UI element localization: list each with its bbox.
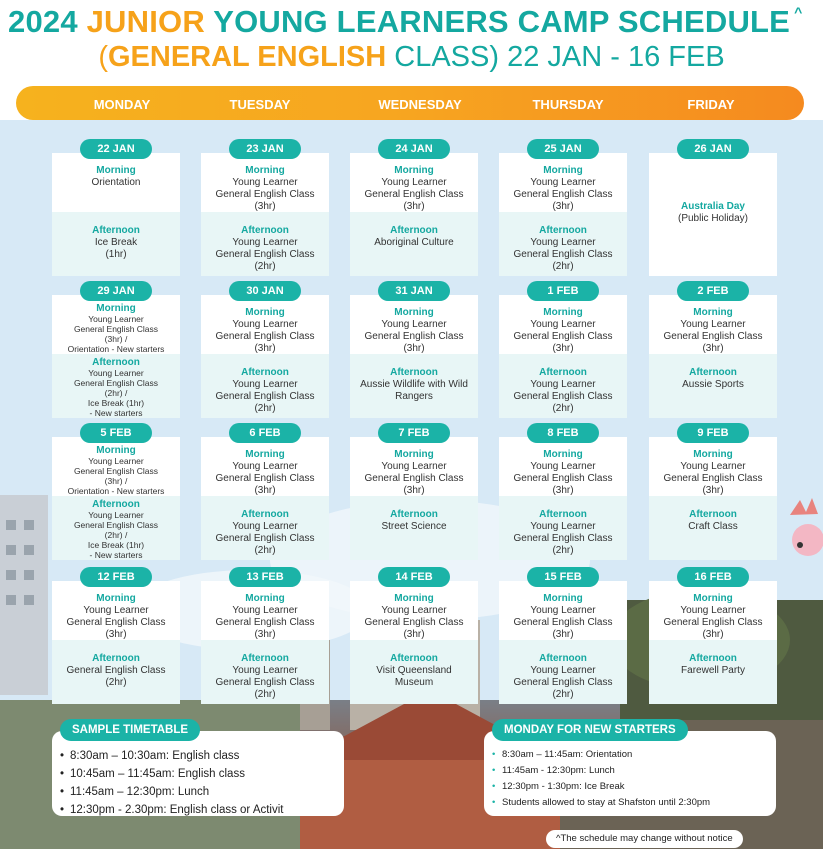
morning-block <box>649 307 777 355</box>
morning-label: Morning <box>96 165 136 176</box>
afternoon-block <box>350 367 478 403</box>
morning-activity: Young Learner General English Class (3hr) <box>513 177 613 212</box>
date-badge: 2 FEB <box>677 281 749 301</box>
morning-label: Morning <box>543 307 583 318</box>
afternoon-label: Afternoon <box>689 653 737 664</box>
afternoon-label: Afternoon <box>539 367 587 378</box>
afternoon-block <box>649 653 777 677</box>
morning-activity: Young Learner General English Class (3hr) <box>215 461 315 496</box>
morning-activity: Young Learner General English Class (3hr) <box>513 319 613 354</box>
morning-block <box>52 593 180 641</box>
schedule-day-cell <box>649 571 777 704</box>
date-badge: 24 JAN <box>378 139 450 159</box>
date-badge: 14 FEB <box>378 567 450 587</box>
weekday-header-bar <box>16 86 804 120</box>
date-badge: 7 FEB <box>378 423 450 443</box>
date-badge: 13 FEB <box>229 567 301 587</box>
afternoon-activity: Young Learner General English Class (2hr) <box>513 521 613 556</box>
sample-timetable-list <box>60 747 284 819</box>
afternoon-activity: Street Science <box>381 521 447 532</box>
afternoon-block <box>350 225 478 249</box>
afternoon-activity: Young Learner General English Class (2hr) <box>215 521 315 556</box>
morning-block <box>52 165 180 189</box>
afternoon-activity: Ice Break (1hr) <box>94 237 138 260</box>
schedule-day-cell <box>201 427 329 560</box>
schedule-day-cell <box>350 427 478 560</box>
morning-block <box>201 165 329 213</box>
afternoon-label: Afternoon <box>539 653 587 664</box>
holiday-label: Australia Day <box>681 201 745 212</box>
day-thursday: THURSDAY <box>532 97 604 112</box>
morning-label: Morning <box>693 449 733 460</box>
schedule-day-cell <box>52 571 180 704</box>
morning-activity: Young Learner General English Class (3hr) <box>663 319 763 354</box>
list-item: • 8:30am – 11:45am: Orientation <box>492 749 633 760</box>
afternoon-label: Afternoon <box>241 509 289 520</box>
afternoon-block <box>201 653 329 701</box>
morning-block <box>499 449 627 497</box>
afternoon-label: Afternoon <box>390 225 438 236</box>
holiday-block <box>649 201 777 225</box>
subtitle-rest: CLASS) 22 JAN - 16 FEB <box>386 41 725 73</box>
morning-label: Morning <box>693 307 733 318</box>
afternoon-block <box>201 225 329 273</box>
new-starters-box <box>484 724 776 816</box>
afternoon-activity: Young Learner General English Class (2hr) / Ice Break (1hr) - New starters <box>73 510 159 560</box>
schedule-day-cell <box>350 143 478 276</box>
afternoon-label: Afternoon <box>390 653 438 664</box>
new-starters-title: MONDAY FOR NEW STARTERS <box>492 719 688 741</box>
schedule-day-cell <box>649 427 777 560</box>
title-caret: ^ <box>794 4 803 20</box>
morning-activity: Young Learner General English Class (3hr) <box>215 319 315 354</box>
morning-label: Morning <box>543 593 583 604</box>
morning-block <box>499 593 627 641</box>
morning-label: Morning <box>245 449 285 460</box>
sample-timetable-box <box>52 724 344 816</box>
schedule-day-cell <box>201 285 329 418</box>
afternoon-activity: Young Learner General English Class (2hr) / Ice Break (1hr) - New starters <box>73 368 159 418</box>
afternoon-activity: Young Learner General English Class (2hr) <box>215 665 315 700</box>
subtitle-class-name: GENERAL ENGLISH <box>107 41 387 73</box>
afternoon-block <box>499 225 627 273</box>
afternoon-activity: Aussie Wildlife with Wild Rangers <box>360 379 468 402</box>
afternoon-activity: Young Learner General English Class (2hr) <box>215 379 315 414</box>
afternoon-block <box>649 367 777 391</box>
morning-label: Morning <box>96 593 136 604</box>
schedule-day-cell <box>52 143 180 276</box>
morning-activity: Young Learner General English Class (3hr) <box>215 177 315 212</box>
day-friday: FRIDAY <box>687 97 735 112</box>
morning-label: Morning <box>543 165 583 176</box>
page-subtitle <box>0 41 823 74</box>
morning-block <box>201 593 329 641</box>
afternoon-block <box>201 367 329 415</box>
morning-activity: Young Learner General English Class (3hr) <box>364 605 464 640</box>
morning-label: Morning <box>245 593 285 604</box>
morning-activity: Young Learner General English Class (3hr) <box>66 605 166 640</box>
morning-label: Morning <box>394 307 434 318</box>
morning-block <box>649 593 777 641</box>
afternoon-label: Afternoon <box>241 653 289 664</box>
title-year: 2024 <box>8 4 78 39</box>
new-starters-list <box>492 747 710 811</box>
morning-block <box>52 303 180 354</box>
title-rest: YOUNG LEARNERS CAMP SCHEDULE <box>213 4 791 39</box>
morning-label: Morning <box>394 449 434 460</box>
page-title <box>8 4 818 40</box>
afternoon-activity: Young Learner General English Class (2hr) <box>513 379 613 414</box>
morning-label: Morning <box>394 165 434 176</box>
afternoon-activity: Craft Class <box>688 521 738 532</box>
afternoon-block <box>649 509 777 533</box>
list-item: • 11:45am - 12:30pm: Lunch <box>492 765 615 776</box>
morning-activity: Young Learner General English Class (3hr) <box>364 177 464 212</box>
schedule-day-cell <box>201 571 329 704</box>
subtitle-open: ( <box>98 41 108 73</box>
morning-block <box>201 449 329 497</box>
afternoon-label: Afternoon <box>390 367 438 378</box>
afternoon-label: Afternoon <box>689 367 737 378</box>
afternoon-label: Afternoon <box>92 357 140 368</box>
afternoon-label: Afternoon <box>241 367 289 378</box>
morning-block <box>350 307 478 355</box>
schedule-day-cell <box>201 143 329 276</box>
morning-block <box>499 307 627 355</box>
morning-activity: Young Learner General English Class (3hr) <box>215 605 315 640</box>
morning-label: Morning <box>245 307 285 318</box>
afternoon-label: Afternoon <box>390 509 438 520</box>
afternoon-activity: Young Learner General English Class (2hr) <box>215 237 315 272</box>
afternoon-block <box>52 499 180 560</box>
list-item: • 8:30am – 10:30am: English class <box>60 750 240 762</box>
afternoon-block <box>52 357 180 418</box>
morning-activity: Young Learner General English Class (3hr) <box>364 319 464 354</box>
schedule-day-cell <box>52 427 180 560</box>
list-item: • 12:30pm - 1:30pm: Ice Break <box>492 781 625 792</box>
morning-label: Morning <box>693 593 733 604</box>
date-badge: 15 FEB <box>527 567 599 587</box>
morning-activity: Young Learner General English Class (3hr) <box>663 605 763 640</box>
date-badge: 6 FEB <box>229 423 301 443</box>
morning-activity: Young Learner General English Class (3hr) <box>663 461 763 496</box>
date-badge: 8 FEB <box>527 423 599 443</box>
afternoon-activity: General English Class (2hr) <box>66 665 166 688</box>
schedule-day-cell <box>350 571 478 704</box>
date-badge: 9 FEB <box>677 423 749 443</box>
day-monday: MONDAY <box>93 97 151 112</box>
date-badge: 29 JAN <box>80 281 152 301</box>
list-item: • 10:45am – 11:45am: English class <box>60 768 245 780</box>
afternoon-block <box>52 653 180 689</box>
afternoon-label: Afternoon <box>92 499 140 510</box>
sample-timetable-title: SAMPLE TIMETABLE <box>60 719 200 741</box>
date-badge: 30 JAN <box>229 281 301 301</box>
afternoon-label: Afternoon <box>689 509 737 520</box>
schedule-day-cell <box>499 285 627 418</box>
afternoon-block <box>201 509 329 557</box>
date-badge: 22 JAN <box>80 139 152 159</box>
schedule-day-cell <box>52 285 180 418</box>
date-badge: 23 JAN <box>229 139 301 159</box>
schedule-footnote: ^The schedule may change without notice <box>546 830 743 848</box>
afternoon-block <box>499 653 627 701</box>
title-junior: JUNIOR <box>86 4 205 39</box>
morning-block <box>201 307 329 355</box>
day-wednesday: WEDNESDAY <box>378 97 462 112</box>
morning-label: Morning <box>543 449 583 460</box>
schedule-day-cell <box>499 427 627 560</box>
morning-block <box>350 165 478 213</box>
afternoon-block <box>499 509 627 557</box>
date-badge: 12 FEB <box>80 567 152 587</box>
schedule-day-cell <box>649 143 777 276</box>
list-item: • 12:30pm - 2.30pm: English class or Activit <box>60 804 284 816</box>
schedule-day-cell <box>350 285 478 418</box>
afternoon-activity: Young Learner General English Class (2hr) <box>513 665 613 700</box>
afternoon-label: Afternoon <box>92 653 140 664</box>
afternoon-activity: Farewell Party <box>681 665 745 676</box>
morning-label: Morning <box>394 593 434 604</box>
date-badge: 16 FEB <box>677 567 749 587</box>
afternoon-activity: Aussie Sports <box>682 379 744 390</box>
afternoon-activity: Young Learner General English Class (2hr) <box>513 237 613 272</box>
holiday-text: (Public Holiday) <box>677 213 749 224</box>
afternoon-block <box>350 509 478 533</box>
morning-block <box>350 593 478 641</box>
schedule-day-cell <box>499 143 627 276</box>
afternoon-block <box>52 225 180 261</box>
morning-activity: Young Learner General English Class (3hr) / Orientation - New starters <box>67 456 165 496</box>
date-badge: 31 JAN <box>378 281 450 301</box>
date-badge: 25 JAN <box>527 139 599 159</box>
page-header <box>0 0 823 80</box>
date-badge: 5 FEB <box>80 423 152 443</box>
morning-activity: Young Learner General English Class (3hr) <box>364 461 464 496</box>
list-item: • Students allowed to stay at Shafston until 2:30pm <box>492 797 711 808</box>
afternoon-label: Afternoon <box>539 509 587 520</box>
morning-label: Morning <box>96 445 136 456</box>
day-tuesday: TUESDAY <box>229 97 291 112</box>
afternoon-block <box>350 653 478 689</box>
morning-activity: Young Learner General English Class (3hr) / Orientation - New starters <box>67 314 165 354</box>
date-badge: 26 JAN <box>677 139 749 159</box>
list-item: • 11:45am – 12:30pm: Lunch <box>60 786 210 798</box>
morning-block <box>499 165 627 213</box>
schedule-day-cell <box>649 285 777 418</box>
afternoon-block <box>499 367 627 415</box>
morning-block <box>350 449 478 497</box>
morning-block <box>52 445 180 496</box>
afternoon-activity: Visit Queensland Museum <box>376 665 452 688</box>
date-badge: 1 FEB <box>527 281 599 301</box>
afternoon-label: Afternoon <box>241 225 289 236</box>
morning-activity: Young Learner General English Class (3hr) <box>513 605 613 640</box>
morning-block <box>649 449 777 497</box>
morning-activity: Orientation <box>91 177 141 188</box>
afternoon-activity: Aboriginal Culture <box>374 237 454 248</box>
morning-label: Morning <box>245 165 285 176</box>
morning-activity: Young Learner General English Class (3hr) <box>513 461 613 496</box>
morning-label: Morning <box>96 303 136 314</box>
afternoon-label: Afternoon <box>92 225 140 236</box>
afternoon-label: Afternoon <box>539 225 587 236</box>
schedule-day-cell <box>499 571 627 704</box>
